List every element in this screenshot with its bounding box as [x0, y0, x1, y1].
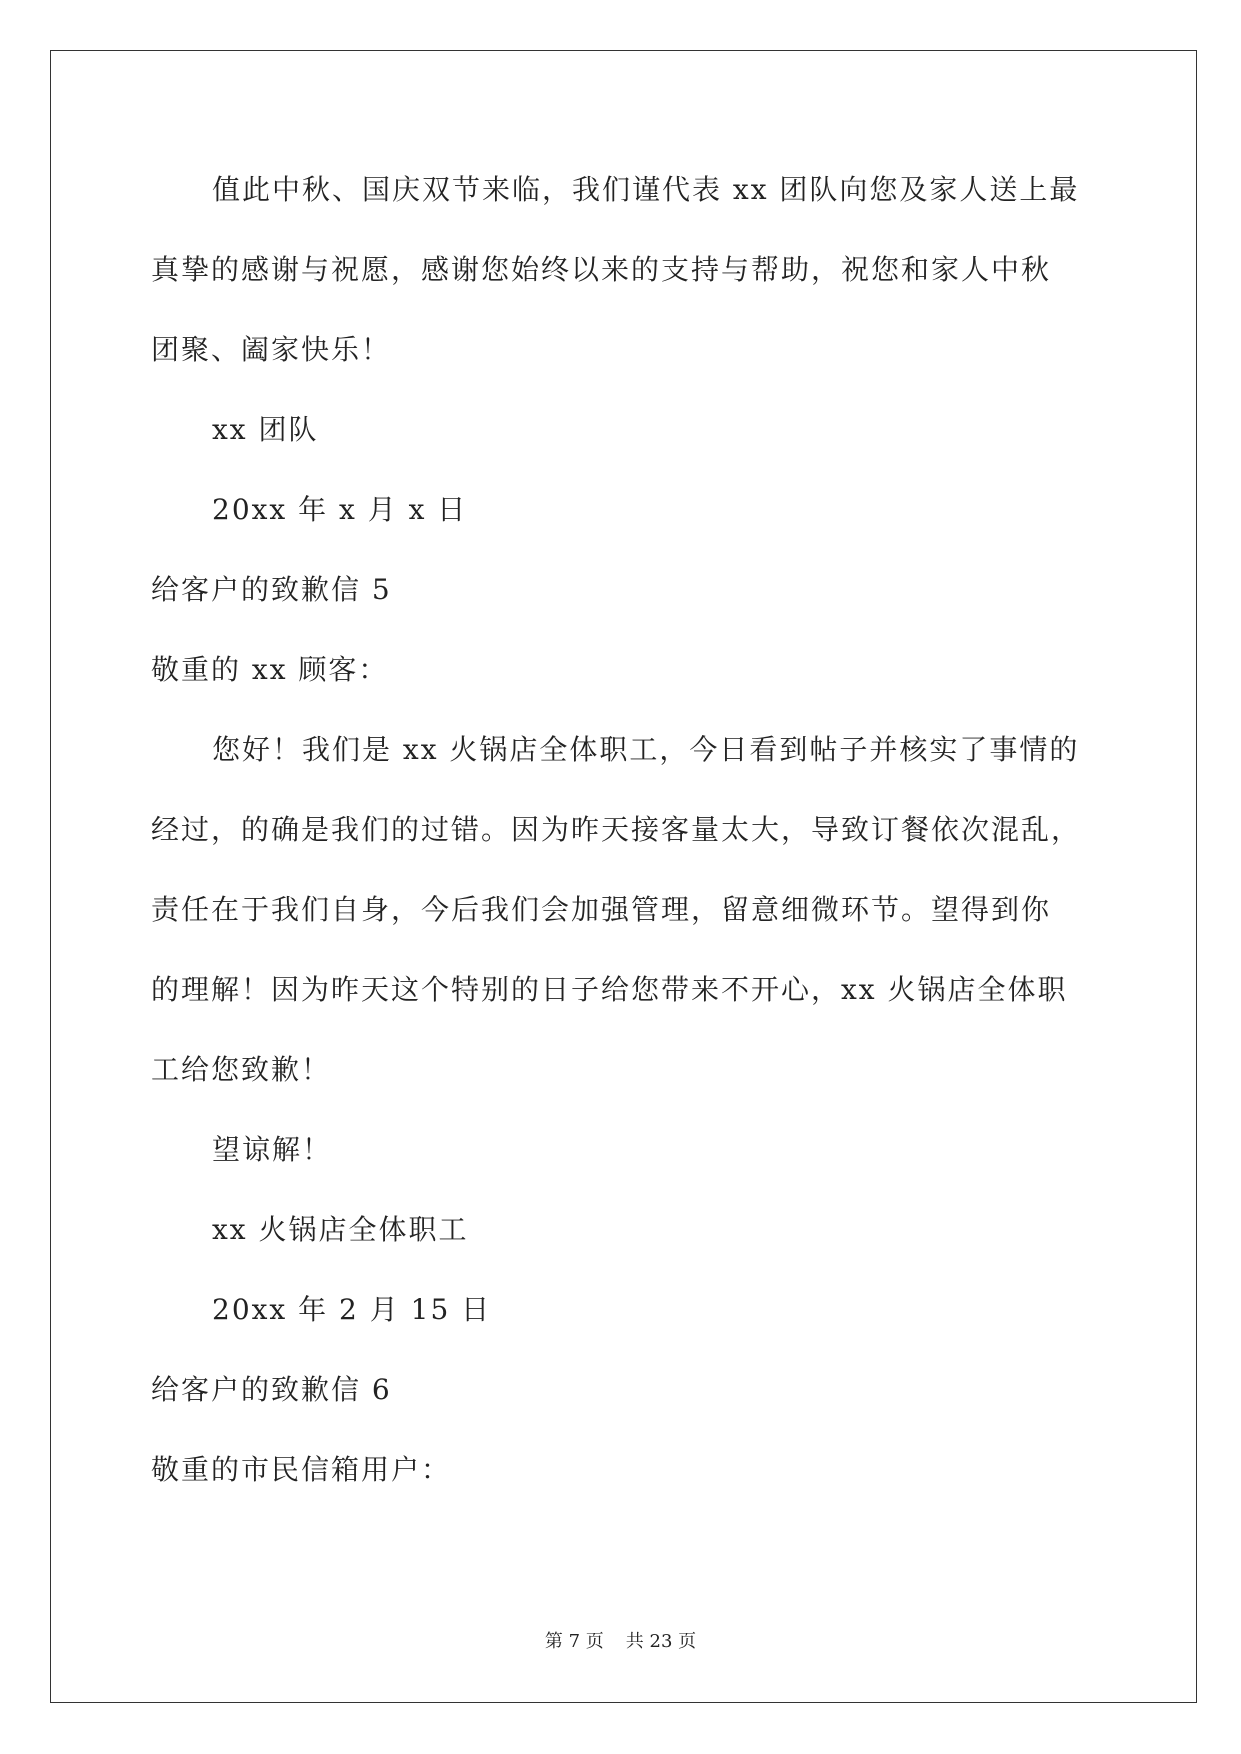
salutation: 敬重的市民信箱用户： — [151, 1453, 452, 1486]
signature-team: xx 团队 — [212, 413, 319, 446]
signature-date: 20xx 年 x 月 x 日 — [212, 493, 468, 526]
paragraph-line: 真挚的感谢与祝愿，感谢您始终以来的支持与帮助，祝您和家人中秋 — [151, 253, 1052, 286]
page-number: 第 7 页 — [544, 1631, 604, 1652]
paragraph-line: 责任在于我们自身，今后我们会加强管理，留意细微环节。望得到你 — [151, 893, 1052, 926]
salutation: 敬重的 xx 顾客： — [151, 653, 389, 686]
signature-store: xx 火锅店全体职工 — [212, 1213, 469, 1246]
paragraph-line: 工给您致歉！ — [151, 1053, 332, 1086]
paragraph-line: 经过，的确是我们的过错。因为昨天接客量太大，导致订餐依次混乱， — [151, 813, 1082, 846]
closing-line: 望谅解！ — [212, 1133, 333, 1166]
paragraph-line: 团聚、阖家快乐！ — [151, 333, 392, 366]
paragraph-line: 您好！我们是 xx 火锅店全体职工，今日看到帖子并核实了事情的 — [212, 733, 1080, 766]
section-heading: 给客户的致歉信 5 — [151, 573, 392, 606]
page-footer — [0, 1630, 1241, 1654]
paragraph-line: 值此中秋、国庆双节来临，我们谨代表 xx 团队向您及家人送上最 — [212, 173, 1080, 206]
page-total: 共 23 页 — [625, 1631, 697, 1652]
signature-date: 20xx 年 2 月 15 日 — [212, 1293, 492, 1326]
paragraph-line: 的理解！因为昨天这个特别的日子给您带来不开心，xx 火锅店全体职 — [151, 973, 1068, 1006]
section-heading: 给客户的致歉信 6 — [151, 1373, 392, 1406]
